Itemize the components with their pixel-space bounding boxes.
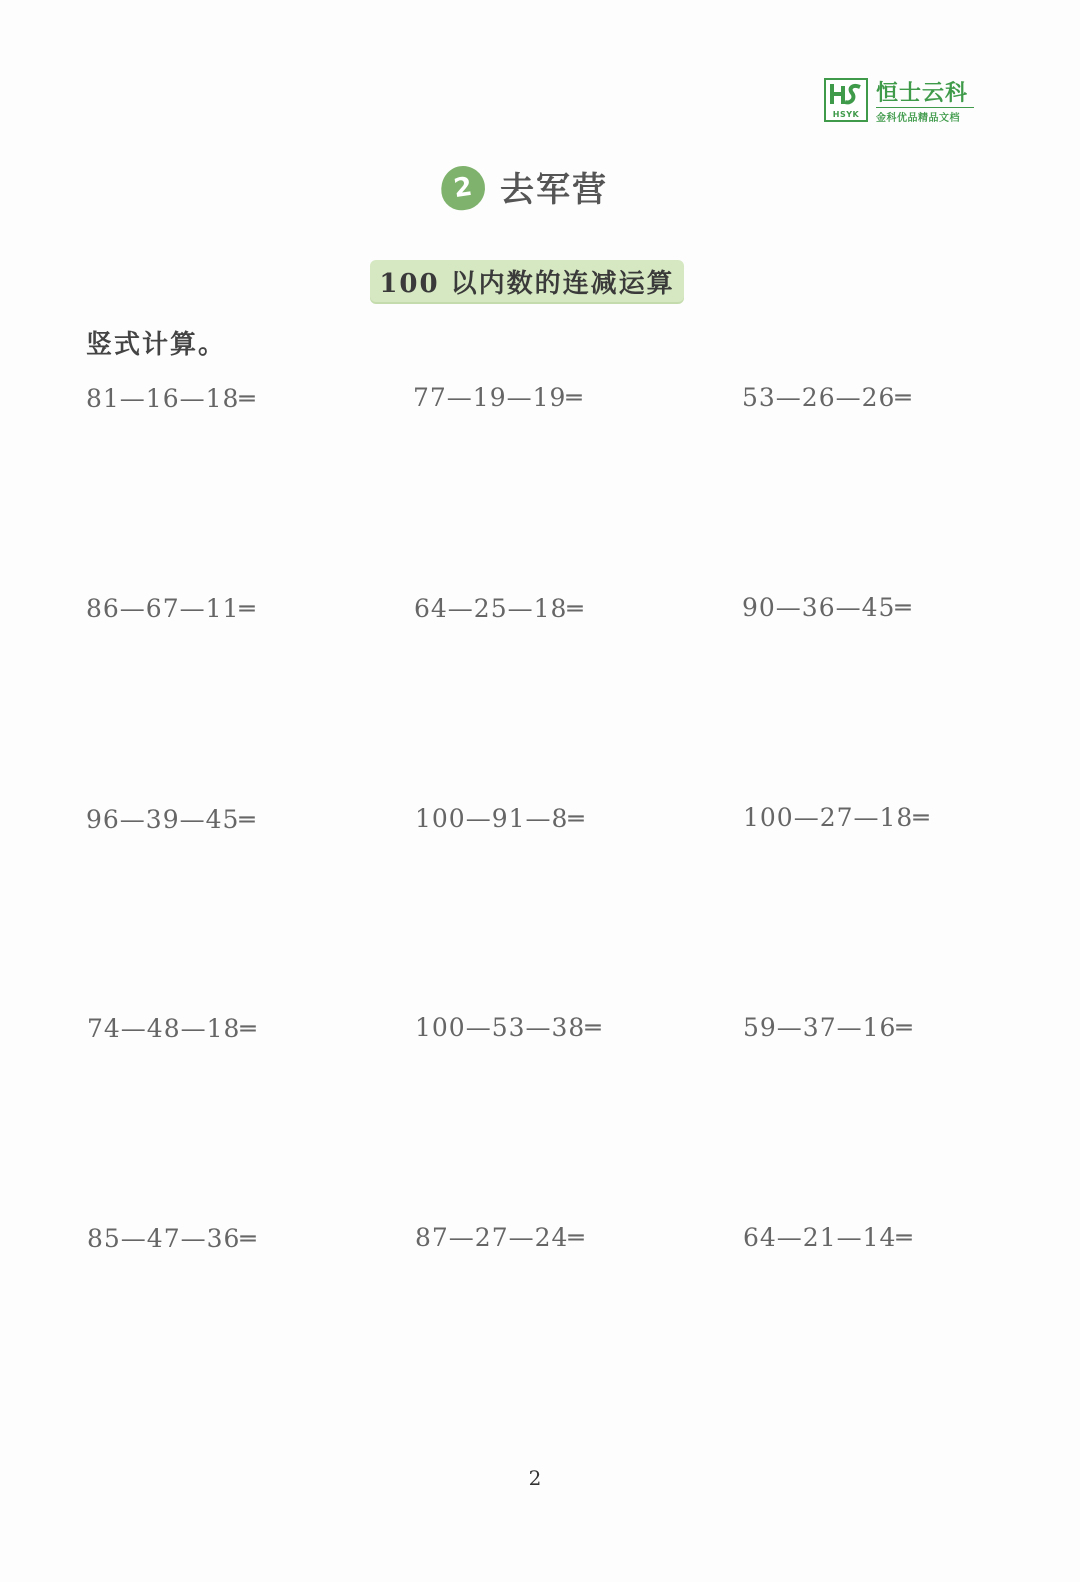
logo-mark-text: HSYK <box>832 110 860 119</box>
logo-mark <box>824 78 868 122</box>
problem-5-2: 87—27—24═ <box>415 1223 585 1252</box>
problem-4-2: 100—53—38═ <box>415 1013 602 1042</box>
problem-1-2: 77—19—19═ <box>413 383 583 412</box>
page-number: 2 <box>528 1466 542 1490</box>
problem-2-2: 64—25—18═ <box>414 594 584 623</box>
problem-3-1: 96—39—45═ <box>86 805 256 834</box>
problem-4-3: 59—37—16═ <box>743 1013 913 1042</box>
brand-logo <box>824 78 982 126</box>
logo-slogan: 金科优品精品文档 <box>876 113 960 124</box>
instruction-text: 竖式计算。 <box>86 330 227 360</box>
logo-divider <box>876 107 974 108</box>
problem-2-1: 86—67—11═ <box>86 594 256 623</box>
problem-3-3: 100—27—18═ <box>743 803 930 832</box>
lesson-number-badge: 2 <box>438 163 488 213</box>
problem-1-3: 53—26—26═ <box>742 383 912 412</box>
problem-5-3: 64—21—14═ <box>743 1223 913 1252</box>
problem-3-2: 100—91—8═ <box>415 804 585 833</box>
lesson-title: 去军营 <box>500 170 608 210</box>
logo-emblem-icon <box>829 82 863 108</box>
logo-name: 恒士云科 <box>876 81 969 106</box>
topic-banner: 100 以内数的连减运算 <box>370 260 684 302</box>
problem-2-3: 90—36—45═ <box>742 593 912 622</box>
problem-1-1: 81—16—18═ <box>86 384 256 413</box>
problem-4-1: 74—48—18═ <box>87 1014 257 1043</box>
problem-5-1: 85—47—36═ <box>87 1224 257 1253</box>
